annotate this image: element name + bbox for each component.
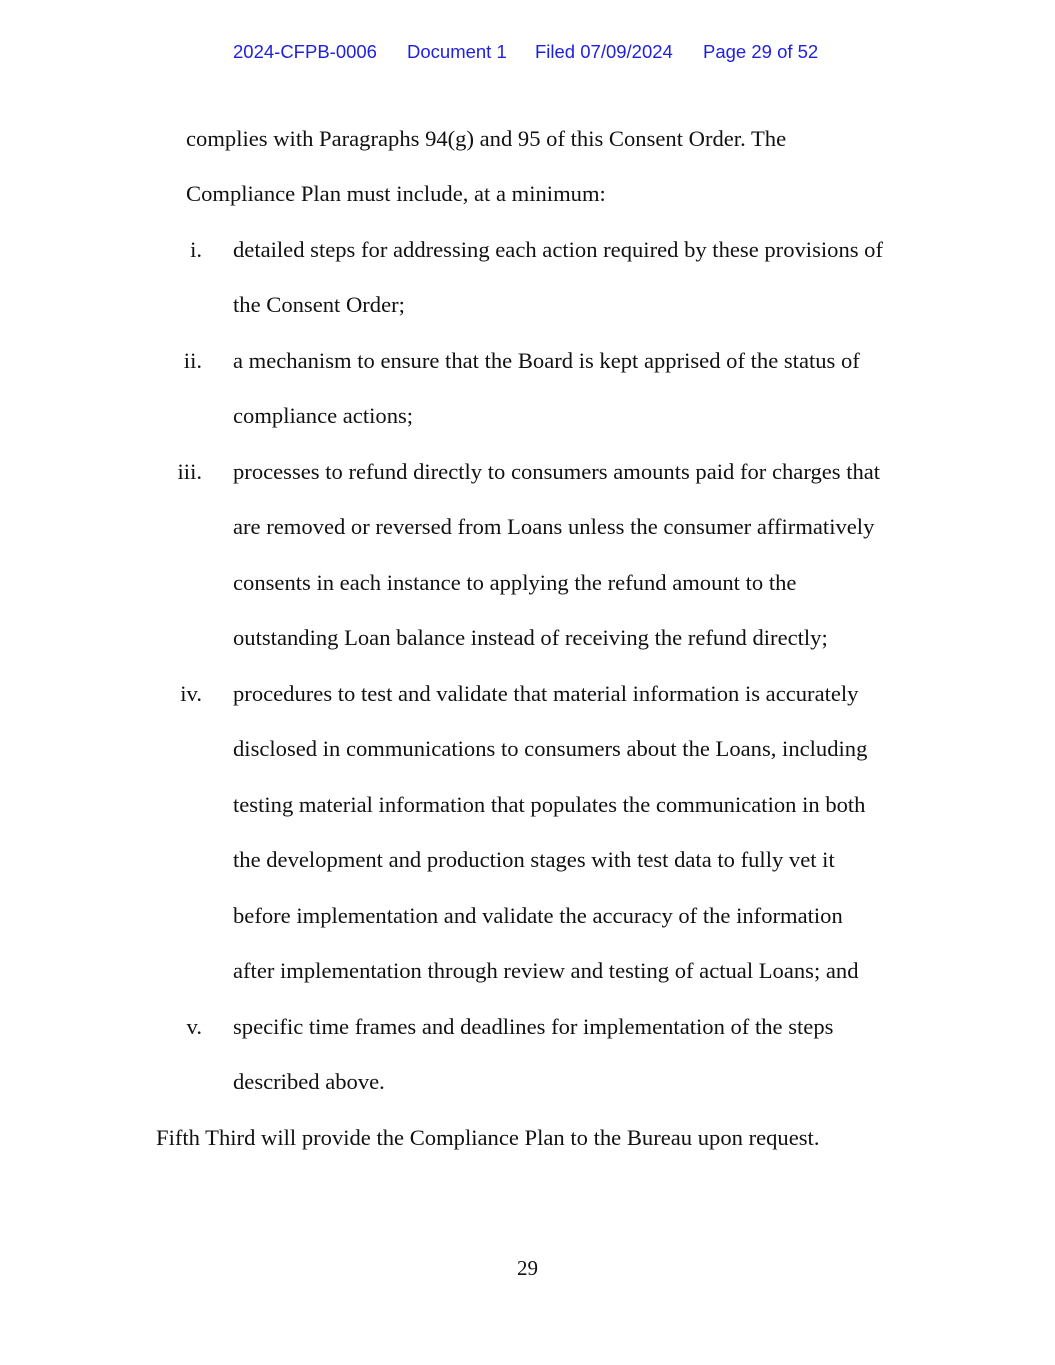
closing-paragraph: Fifth Third will provide the Compliance Plan to the Bureau upon request.	[156, 1125, 820, 1150]
list-marker: i.	[190, 237, 202, 262]
list-item-line: outstanding Loan balance instead of receiving the refund directly;	[233, 625, 828, 650]
list-item-line: procedures to test and validate that material information is accurately	[233, 681, 859, 706]
intro-line: Compliance Plan must include, at a minimum:	[186, 181, 606, 206]
list-marker: ii.	[183, 348, 202, 373]
header-page-count: Page 29 of 52	[703, 41, 819, 62]
document-header	[0, 39, 1055, 65]
list-item-line: described above.	[233, 1069, 385, 1094]
list-item-line: detailed steps for addressing each action required by these provisions of	[233, 237, 884, 262]
list-item-line: specific time frames and deadlines for implementation of the steps	[233, 1014, 834, 1039]
list-item-line: testing material information that populates the communication in both	[233, 792, 866, 817]
list-item-line: disclosed in communications to consumers about the Loans, including	[233, 736, 868, 761]
list-item-line: consents in each instance to applying the refund amount to the	[233, 570, 797, 595]
list-marker: v.	[186, 1014, 202, 1039]
intro-line: complies with Paragraphs 94(g) and 95 of this Consent Order. The	[186, 126, 787, 151]
list-item-line: after implementation through review and testing of actual Loans; and	[233, 958, 859, 983]
list-marker: iii.	[177, 459, 202, 484]
page-number: 29	[517, 1256, 538, 1280]
header-filed-date: Filed 07/09/2024	[535, 41, 673, 62]
list-item-line: the development and production stages with test data to fully vet it	[233, 847, 835, 872]
header-case-number: 2024-CFPB-0006	[233, 41, 377, 62]
list-item-line: compliance actions;	[233, 403, 414, 428]
list-item-line: before implementation and validate the accuracy of the information	[233, 903, 843, 928]
list-item-line: the Consent Order;	[233, 292, 405, 317]
list-item-line: a mechanism to ensure that the Board is kept apprised of the status of	[233, 348, 860, 373]
list-item-line: are removed or reversed from Loans unless the consumer affirmatively	[233, 514, 875, 539]
header-document: Document 1	[407, 41, 507, 62]
list-marker: iv.	[180, 681, 202, 706]
list-item-line: processes to refund directly to consumers amounts paid for charges that	[233, 459, 881, 484]
